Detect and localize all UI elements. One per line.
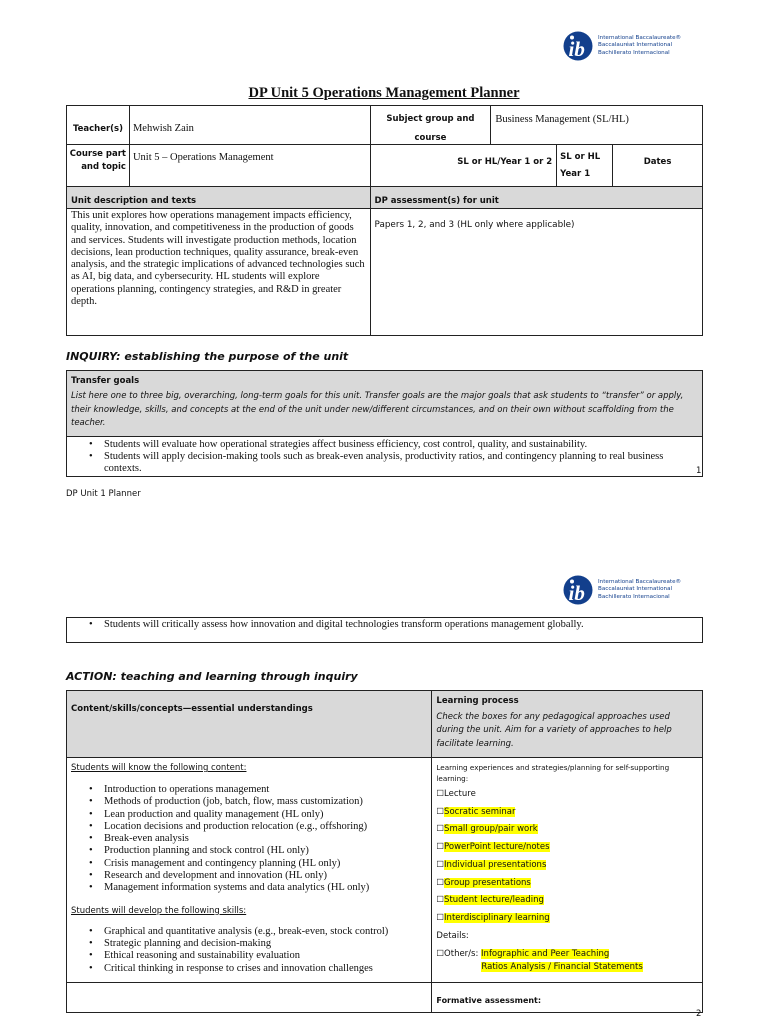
subject-value-cell <box>491 106 703 145</box>
list-item: • Methods of production (job, batch, flow, mass customization) <box>67 796 427 808</box>
transfer-goals-header-cell <box>67 371 703 437</box>
checkbox-icon[interactable]: ☐ <box>436 877 445 888</box>
subject-label: Subject group and course <box>386 114 475 143</box>
subject-value: Business Management (SL/HL) <box>495 114 629 125</box>
checkbox-icon[interactable]: ☐ <box>436 806 445 817</box>
checkbox-icon[interactable]: ☐ <box>436 949 445 960</box>
unit-desc-text-cell <box>67 209 371 336</box>
details-label: Details: <box>436 930 469 941</box>
approach-interdisciplinary[interactable]: ☐Interdisciplinary learning <box>436 912 550 923</box>
know-list <box>67 784 427 895</box>
action-heading: ACTION: teaching and learning through inquiry <box>66 670 358 683</box>
transfer-goals-continued-cell <box>67 618 703 643</box>
unit-info-table <box>66 105 703 336</box>
checkbox-icon[interactable]: ☐ <box>436 859 445 870</box>
logo-line-3: Bachillerato Internacional <box>598 593 670 600</box>
skills-heading: Students will develop the following skills: <box>71 905 247 916</box>
sl-hl-label: SL or HL/Year 1 or 2 <box>457 157 553 167</box>
action-table <box>66 690 703 1013</box>
svg-text:ib: ib <box>568 37 585 61</box>
inquiry-heading: INQUIRY: establishing the purpose of the unit <box>66 350 349 363</box>
list-item: • Students will evaluate how operational strategies affect business efficiency, cost control, quality, and sustainability. <box>67 439 698 451</box>
logo-line-2: Baccalauréat International <box>598 586 673 593</box>
ib-logo <box>563 31 681 61</box>
approach-powerpoint[interactable]: ☐PowerPoint lecture/notes <box>436 842 550 853</box>
transfer-goals-label: Transfer goals <box>71 376 140 386</box>
checkbox-icon[interactable]: ☐ <box>436 824 445 835</box>
dp-assess-text-cell <box>370 209 702 336</box>
teacher-label-cell <box>67 106 130 145</box>
list-item: • Management information systems and data analytics (HL only) <box>67 882 427 894</box>
learning-instructions: Check the boxes for any pedagogical approaches used during the unit. Aim for a variety of approaches to help facilitate learning. <box>436 712 672 749</box>
course-part-label-cell <box>67 145 130 187</box>
content-header: Content/skills/concepts—essential understandings <box>71 704 313 714</box>
page-number-2: 2 <box>696 1009 702 1019</box>
unit-desc-label-cell <box>67 187 371 209</box>
teacher-label: Teacher(s) <box>72 123 123 134</box>
approaches-list <box>436 786 698 973</box>
unit-desc-label: Unit description and texts <box>71 196 197 206</box>
learning-body-cell <box>432 758 703 983</box>
content-header-cell <box>67 691 432 758</box>
approach-small-group[interactable]: ☐Small group/pair work <box>436 824 538 835</box>
logo-line-3: Bachillerato Internacional <box>598 49 670 56</box>
list-item: • Crisis management and contingency planning (HL only) <box>67 858 427 870</box>
approach-socratic-seminar[interactable]: ☐Socratic seminar <box>436 806 516 817</box>
ib-logo <box>563 575 681 605</box>
list-item: • Critical thinking in response to crises and innovation challenges <box>67 963 427 975</box>
list-item: • Break-even analysis <box>67 833 427 845</box>
content-body-cell <box>67 758 432 983</box>
list-item: • Introduction to operations management <box>67 784 427 796</box>
skills-list <box>67 926 427 975</box>
transfer-goals-list-cell <box>67 436 703 476</box>
svg-text:ib: ib <box>568 581 585 605</box>
ib-logo-icon <box>563 31 593 61</box>
other-line-1: Infographic and Peer Teaching <box>481 949 610 960</box>
ib-logo-icon <box>563 575 593 605</box>
subject-label-cell <box>370 106 491 145</box>
approach-other[interactable]: ☐Other/s: Infographic and Peer Teaching Ratios Analysis / Financial Statements <box>436 949 643 972</box>
approach-individual-presentations[interactable]: ☐Individual presentations <box>436 859 547 870</box>
other-line-2: Ratios Analysis / Financial Statements <box>481 961 643 972</box>
list-item: • Lean production and quality management (HL only) <box>67 809 427 821</box>
approach-group-presentations[interactable]: ☐Group presentations <box>436 877 531 888</box>
teacher-value-cell <box>129 106 370 145</box>
dates-label-cell <box>613 145 703 187</box>
dp-assess-text: Papers 1, 2, and 3 (HL only where applicable) <box>374 220 575 230</box>
page-number-1: 1 <box>696 466 702 476</box>
list-item: • Production planning and stock control (HL only) <box>67 845 427 857</box>
list-item: • Ethical reasoning and sustainability evaluation <box>67 950 427 962</box>
logo-line-1: International Baccalaureate® <box>598 578 682 585</box>
course-part-value: Unit 5 – Operations Management <box>132 152 274 163</box>
list-item: • Strategic planning and decision-making <box>67 938 427 950</box>
list-item: • Graphical and quantitative analysis (e.g., break-even, stock control) <box>67 926 427 938</box>
sl-hl-label-cell <box>370 145 557 187</box>
sl-hl-value-cell <box>557 145 613 187</box>
course-part-label-2: and topic <box>81 162 126 172</box>
sl-hl-value-2: Year 1 <box>560 169 591 179</box>
formative-label: Formative assessment: <box>436 996 542 1005</box>
checkbox-icon[interactable]: ☐ <box>436 789 445 799</box>
formative-cell <box>432 983 703 1013</box>
course-part-label-1: Course part <box>69 149 126 159</box>
unit-desc-text: This unit explores how operations management impacts efficiency, quality, innovation, and competitiveness in the production of goods and services. Students will investigate production methods, location decisions, lean production techniques, quality assurance, break-even analysis, and the strategic implications of advanced technologies such as AI, big data, and cybersecurity. HL students will explore operations planning, contingency strategies, and R&D in greater depth. <box>71 210 365 308</box>
checkbox-icon[interactable]: ☐ <box>436 842 445 853</box>
content-empty-cell <box>67 983 432 1013</box>
learning-header-cell <box>432 691 703 758</box>
list-item: • Students will critically assess how innovation and digital technologies transform operations management globally. <box>67 619 698 631</box>
teacher-value: Mehwish Zain <box>132 122 194 134</box>
checkbox-icon[interactable]: ☐ <box>436 895 445 906</box>
transfer-goals-continued-table <box>66 617 703 643</box>
dp-assess-label: DP assessment(s) for unit <box>374 196 499 206</box>
approach-student-lecture[interactable]: ☐Student lecture/leading <box>436 895 544 906</box>
know-heading: Students will know the following content: <box>71 763 247 773</box>
logo-line-1: International Baccalaureate® <box>598 34 682 41</box>
list-item: • Students will apply decision-making tools such as break-even analysis, productivity ratios, and contingency planning to real business contexts. <box>67 451 698 476</box>
transfer-goals-table <box>66 370 703 477</box>
list-item: • Research and development and innovation (HL only) <box>67 870 427 882</box>
page-footer: DP Unit 1 Planner <box>66 489 141 499</box>
page-title: DP Unit 5 Operations Management Planner <box>248 85 520 101</box>
dp-assess-label-cell <box>370 187 702 209</box>
transfer-goals-list <box>67 439 698 476</box>
checkbox-icon[interactable]: ☐ <box>436 912 445 923</box>
list-item: • Location decisions and production relocation (e.g., offshoring) <box>67 821 427 833</box>
learning-header: Learning process <box>436 696 519 706</box>
logo-line-2: Baccalauréat International <box>598 42 673 49</box>
sl-hl-value-1: SL or HL <box>560 152 601 162</box>
transfer-goals-continued-list <box>67 619 698 631</box>
dates-label: Dates <box>643 157 672 167</box>
course-part-value-cell <box>129 145 370 187</box>
transfer-goals-instructions: List here one to three big, overarching, long-term goals for this unit. Transfer goals are the major goals that ask students to “transfer” or apply, their knowledge, skills, and concepts at the end of the unit under new/different circumstances, and on their own without scaffolding from the teacher. <box>71 391 684 428</box>
approach-lecture[interactable]: ☐Lecture <box>436 789 476 799</box>
learning-experiences-label: Learning experiences and strategies/planning for self-supporting learning: <box>436 763 670 783</box>
